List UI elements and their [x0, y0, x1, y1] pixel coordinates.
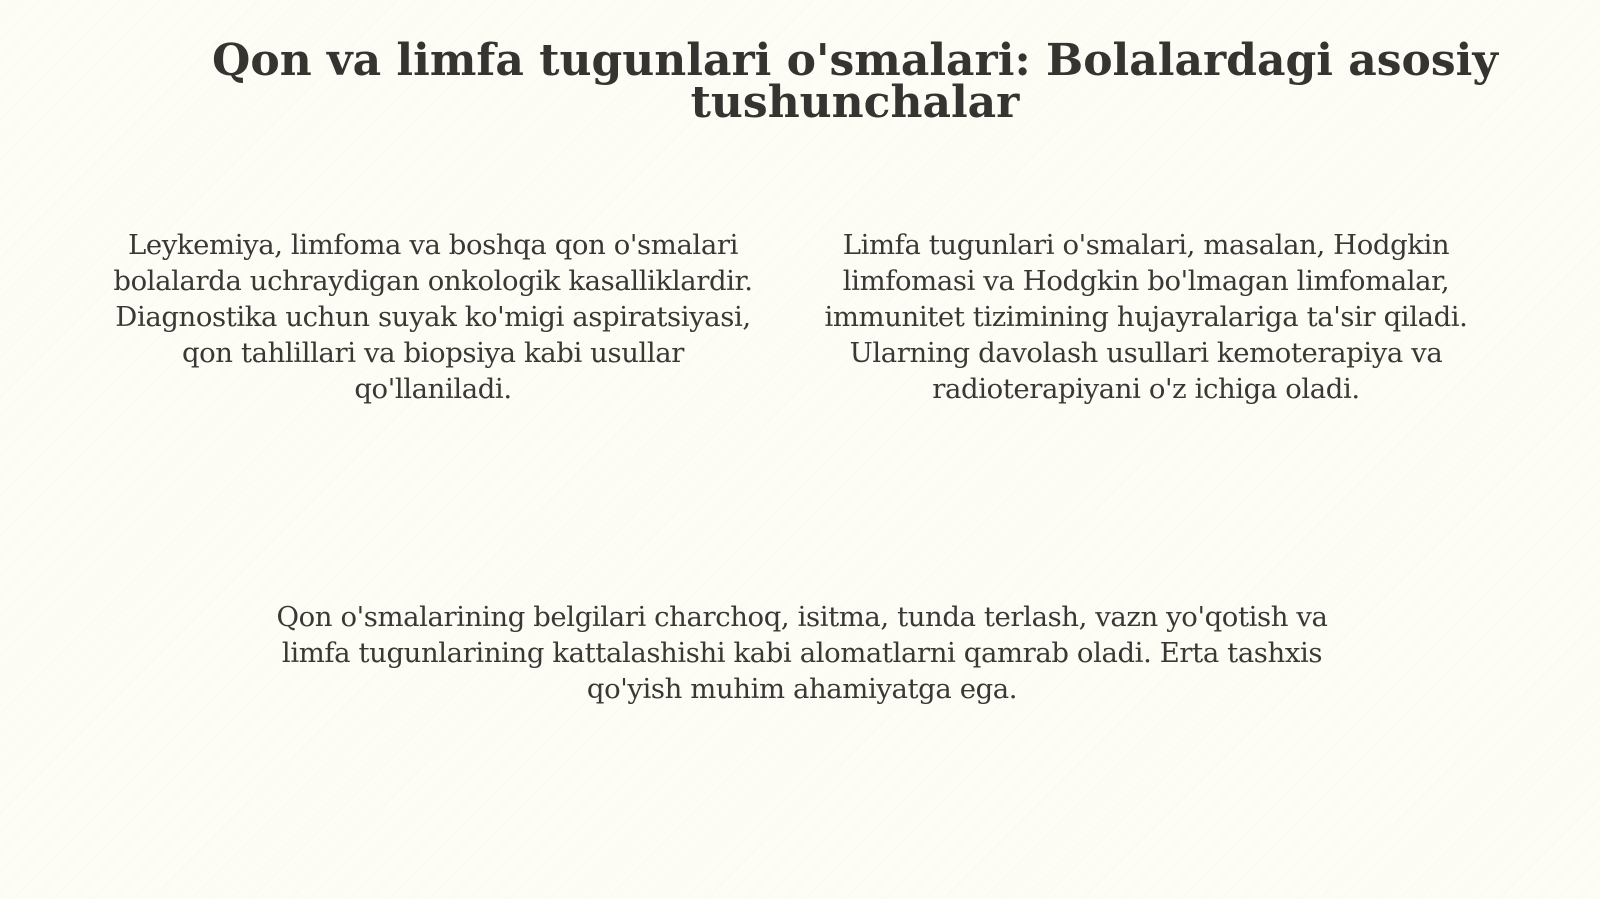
left-paragraph: Leykemiya, limfoma va boshqa qon o'smalari bolalarda uchraydigan onkologik kasalliklardir. Diagnostika uchun suyak ko'migi aspiratsiyasi, qon tahlillari va biopsiya kabi usullar qo'llaniladi.: [113, 229, 753, 405]
bottom-paragraph: Qon o'smalarining belgilari charchoq, isitma, tunda terlash, vazn yo'qotish va limfa tugunlarining kattalashishi kabi alomatlarni qamrab oladi. Erta tashxis qo'yish muhim ahamiyatga ega.: [276, 601, 1328, 705]
slide-title: Qon va limfa tugunlari o'smalari: Bolalardagi asosiy tushunchalar: [212, 35, 1498, 128]
right-paragraph: Limfa tugunlari o'smalari, masalan, Hodgkin limfomasi va Hodgkin bo'lmagan limfomalar, immunitet tizimining hujayralariga ta'sir qiladi. Ularning davolash usullari kemoterapiya va radioterapiyani o'z ichiga oladi.: [824, 229, 1468, 405]
